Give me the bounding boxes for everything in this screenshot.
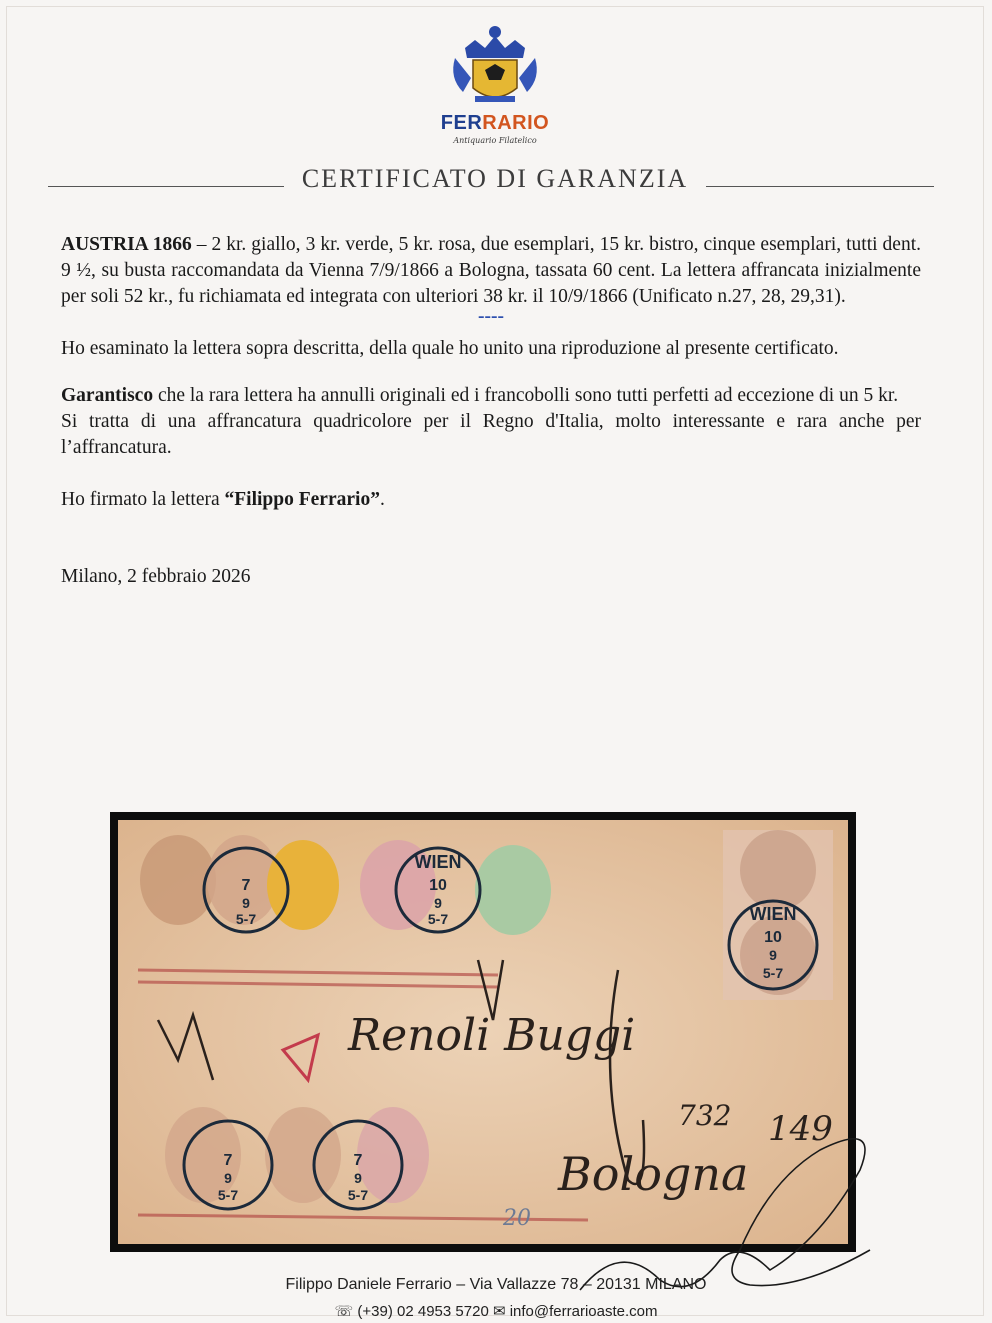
title-divider-left [48, 186, 284, 187]
postmark-date-month-5: 9 [354, 1170, 362, 1186]
address-recipient: Renoli Buggi [348, 1010, 636, 1061]
date-line: Milano, 2 febbraio 2026 [61, 566, 251, 587]
postmark-time-5: 5-7 [347, 1187, 369, 1203]
postmark-city: WIEN [414, 852, 462, 872]
certificate-title: CERTIFICATO DI GARANZIA [301, 164, 689, 193]
postmark-date-day-4: 7 [223, 1152, 233, 1169]
stamp-15kr [265, 1107, 341, 1203]
brand-name [420, 112, 570, 135]
footer-contact-2 [0, 1302, 992, 1320]
postmark-date-day: 10 [429, 877, 447, 894]
guarantee-keyword: Garantisco [61, 385, 154, 406]
note-20: 20 [503, 1206, 531, 1231]
guarantee-text: che la rara lettera ha annulli originali ed i francobolli sono tutti perfetti ad eccezione di un 5 kr. [153, 385, 899, 406]
postmark-time: 5-7 [427, 911, 449, 927]
note-149: 149 [768, 1109, 833, 1149]
examination-paragraph: Ho esaminato la lettera sopra descritta, della quale ho unito una riproduzione al presente certificato. [61, 338, 839, 359]
brand-name-part2: RARIO [482, 112, 550, 134]
footer-phone: (+39) 02 4953 5720 [357, 1303, 489, 1320]
footer-address: – Via Vallazze 78 – 20131 MILANO [451, 1276, 707, 1293]
postmark-date-day-5: 7 [353, 1152, 363, 1169]
signature-paragraph [61, 487, 921, 513]
address-city: Bologna [558, 1147, 749, 1201]
postmark-date-day-2: 10 [764, 929, 782, 946]
separator: ---- [478, 306, 504, 327]
phone-icon: ☏ [334, 1303, 354, 1320]
footer-name: Filippo Daniele Ferrario [285, 1276, 452, 1293]
postmark-date-month-4: 9 [224, 1170, 232, 1186]
signature-scribble [440, 1090, 890, 1300]
brand-name-part1: FER [440, 112, 483, 134]
postmark-time-3: 5-7 [235, 911, 257, 927]
brand-subtitle: Antiquario Filatelico [453, 136, 537, 145]
postmark-time-4: 5-7 [217, 1187, 239, 1203]
title-divider-right [706, 186, 934, 187]
footer-contact [0, 1276, 992, 1294]
postmark-date-month-3: 9 [242, 895, 250, 911]
postmark-date-month-2: 9 [769, 947, 777, 963]
stamp-3kr-green [475, 845, 551, 935]
rarity-paragraph: Si tratta di una affrancatura quadricolore per il Regno d'Italia, molto interessante e rara anche per l’affrancatura. [61, 411, 921, 458]
title-row [48, 164, 934, 198]
postmark-time-2: 5-7 [762, 965, 784, 981]
signature-name: “Filippo Ferrario” [224, 489, 380, 510]
signature-prefix: Ho firmato la lettera [61, 489, 225, 510]
description-paragraph [61, 232, 921, 310]
description-text: – 2 kr. giallo, 3 kr. verde, 5 kr. rosa, due esemplari, 15 kr. bistro, cinque esemplari, tutti dent. 9 ½, su busta raccomandata da Vienna 7/9/1866 a Bologna, tassata 60 cent. La lettera affrancata inizialmente per soli 52 kr., fu richiamata ed integrata con ulteriori 38 kr. il 10/9/1866 (Unificato n.27, 28, 29,31). [61, 234, 921, 307]
description-title: AUSTRIA 1866 [61, 234, 192, 255]
stamp-15kr [740, 830, 816, 910]
footer-email[interactable]: info@ferrarioaste.com [509, 1303, 658, 1320]
note-732: 732 [678, 1099, 732, 1132]
mail-icon: ✉ [492, 1303, 506, 1320]
signature-suffix: . [379, 489, 385, 510]
guarantee-paragraph [61, 383, 921, 409]
certificate-body [61, 232, 921, 590]
postmark-city-2: WIEN [749, 904, 797, 924]
postmark-date-day-3: 7 [241, 877, 251, 894]
postmark-date-month: 9 [434, 895, 442, 911]
